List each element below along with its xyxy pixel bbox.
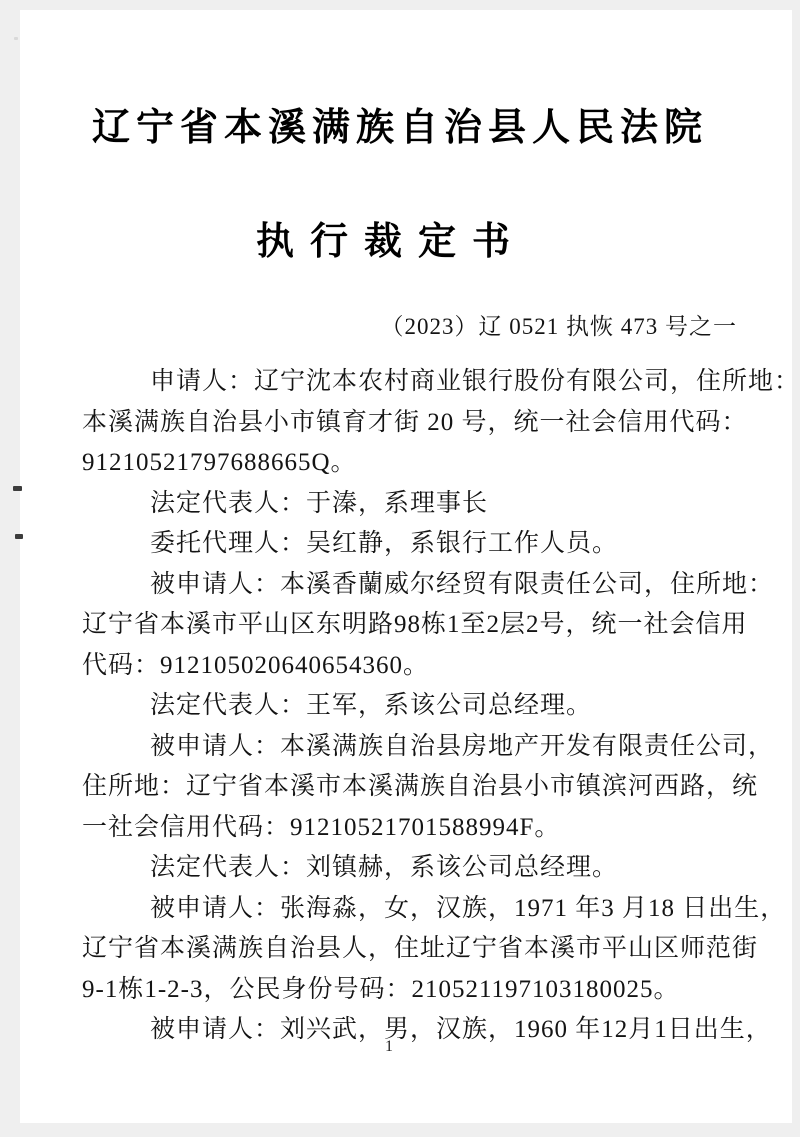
- scan-artifact: [13, 486, 22, 491]
- body-line: 本溪满族自治县小市镇育才街 20 号，统一社会信用代码：: [82, 408, 748, 436]
- scan-artifact: [14, 37, 18, 40]
- document-body: [82, 362, 800, 1051]
- scan-artifact: [15, 534, 23, 539]
- court-name: 辽宁省本溪满族自治县人民法院: [91, 107, 708, 149]
- body-line: 一社会信用代码：91210521701588994F。: [82, 813, 561, 841]
- body-line: 91210521797688665Q。: [82, 449, 357, 476]
- body-line: 被申请人：张海淼，女，汉族，1971 年3 月18 日出生，: [150, 894, 787, 922]
- document-title: 执行裁定书: [255, 221, 526, 263]
- body-line: 住所地：辽宁省本溪市本溪满族自治县小市镇滨河西路，统: [82, 773, 759, 800]
- body-line: 申请人：辽宁沈本农村商业银行股份有限公司，住所地：: [150, 368, 800, 395]
- page-number: 1: [385, 1038, 393, 1055]
- body-line: 辽宁省本溪市平山区东明路98栋1至2层2号，统一社会信用: [82, 611, 748, 638]
- body-line: 法定代表人：于溱，系理事长: [150, 489, 489, 517]
- body-line: 被申请人：本溪满族自治县房地产开发有限责任公司，: [150, 732, 775, 760]
- body-line: 法定代表人：王军，系该公司总经理。: [150, 692, 593, 719]
- document-page: [20, 10, 800, 1123]
- body-line: 9-1栋1-2-3，公民身份号码：210521197103180025。: [82, 975, 680, 1003]
- body-line: 被申请人：本溪香蘭威尔经贸有限责任公司，住所地：: [150, 570, 775, 598]
- body-line: 被申请人：刘兴武，男，汉族，1960 年12月1日出生，: [150, 1016, 772, 1043]
- case-number: （2023）辽 0521 执恢 473 号之一: [380, 314, 737, 339]
- body-line: 委托代理人：吴红静，系银行工作人员。: [150, 530, 619, 557]
- body-line: 辽宁省本溪满族自治县人，住址辽宁省本溪市平山区师范街: [82, 935, 759, 962]
- body-line: 代码：912105020640654360。: [82, 651, 430, 679]
- body-line: 法定代表人：刘镇赫，系该公司总经理。: [150, 854, 619, 881]
